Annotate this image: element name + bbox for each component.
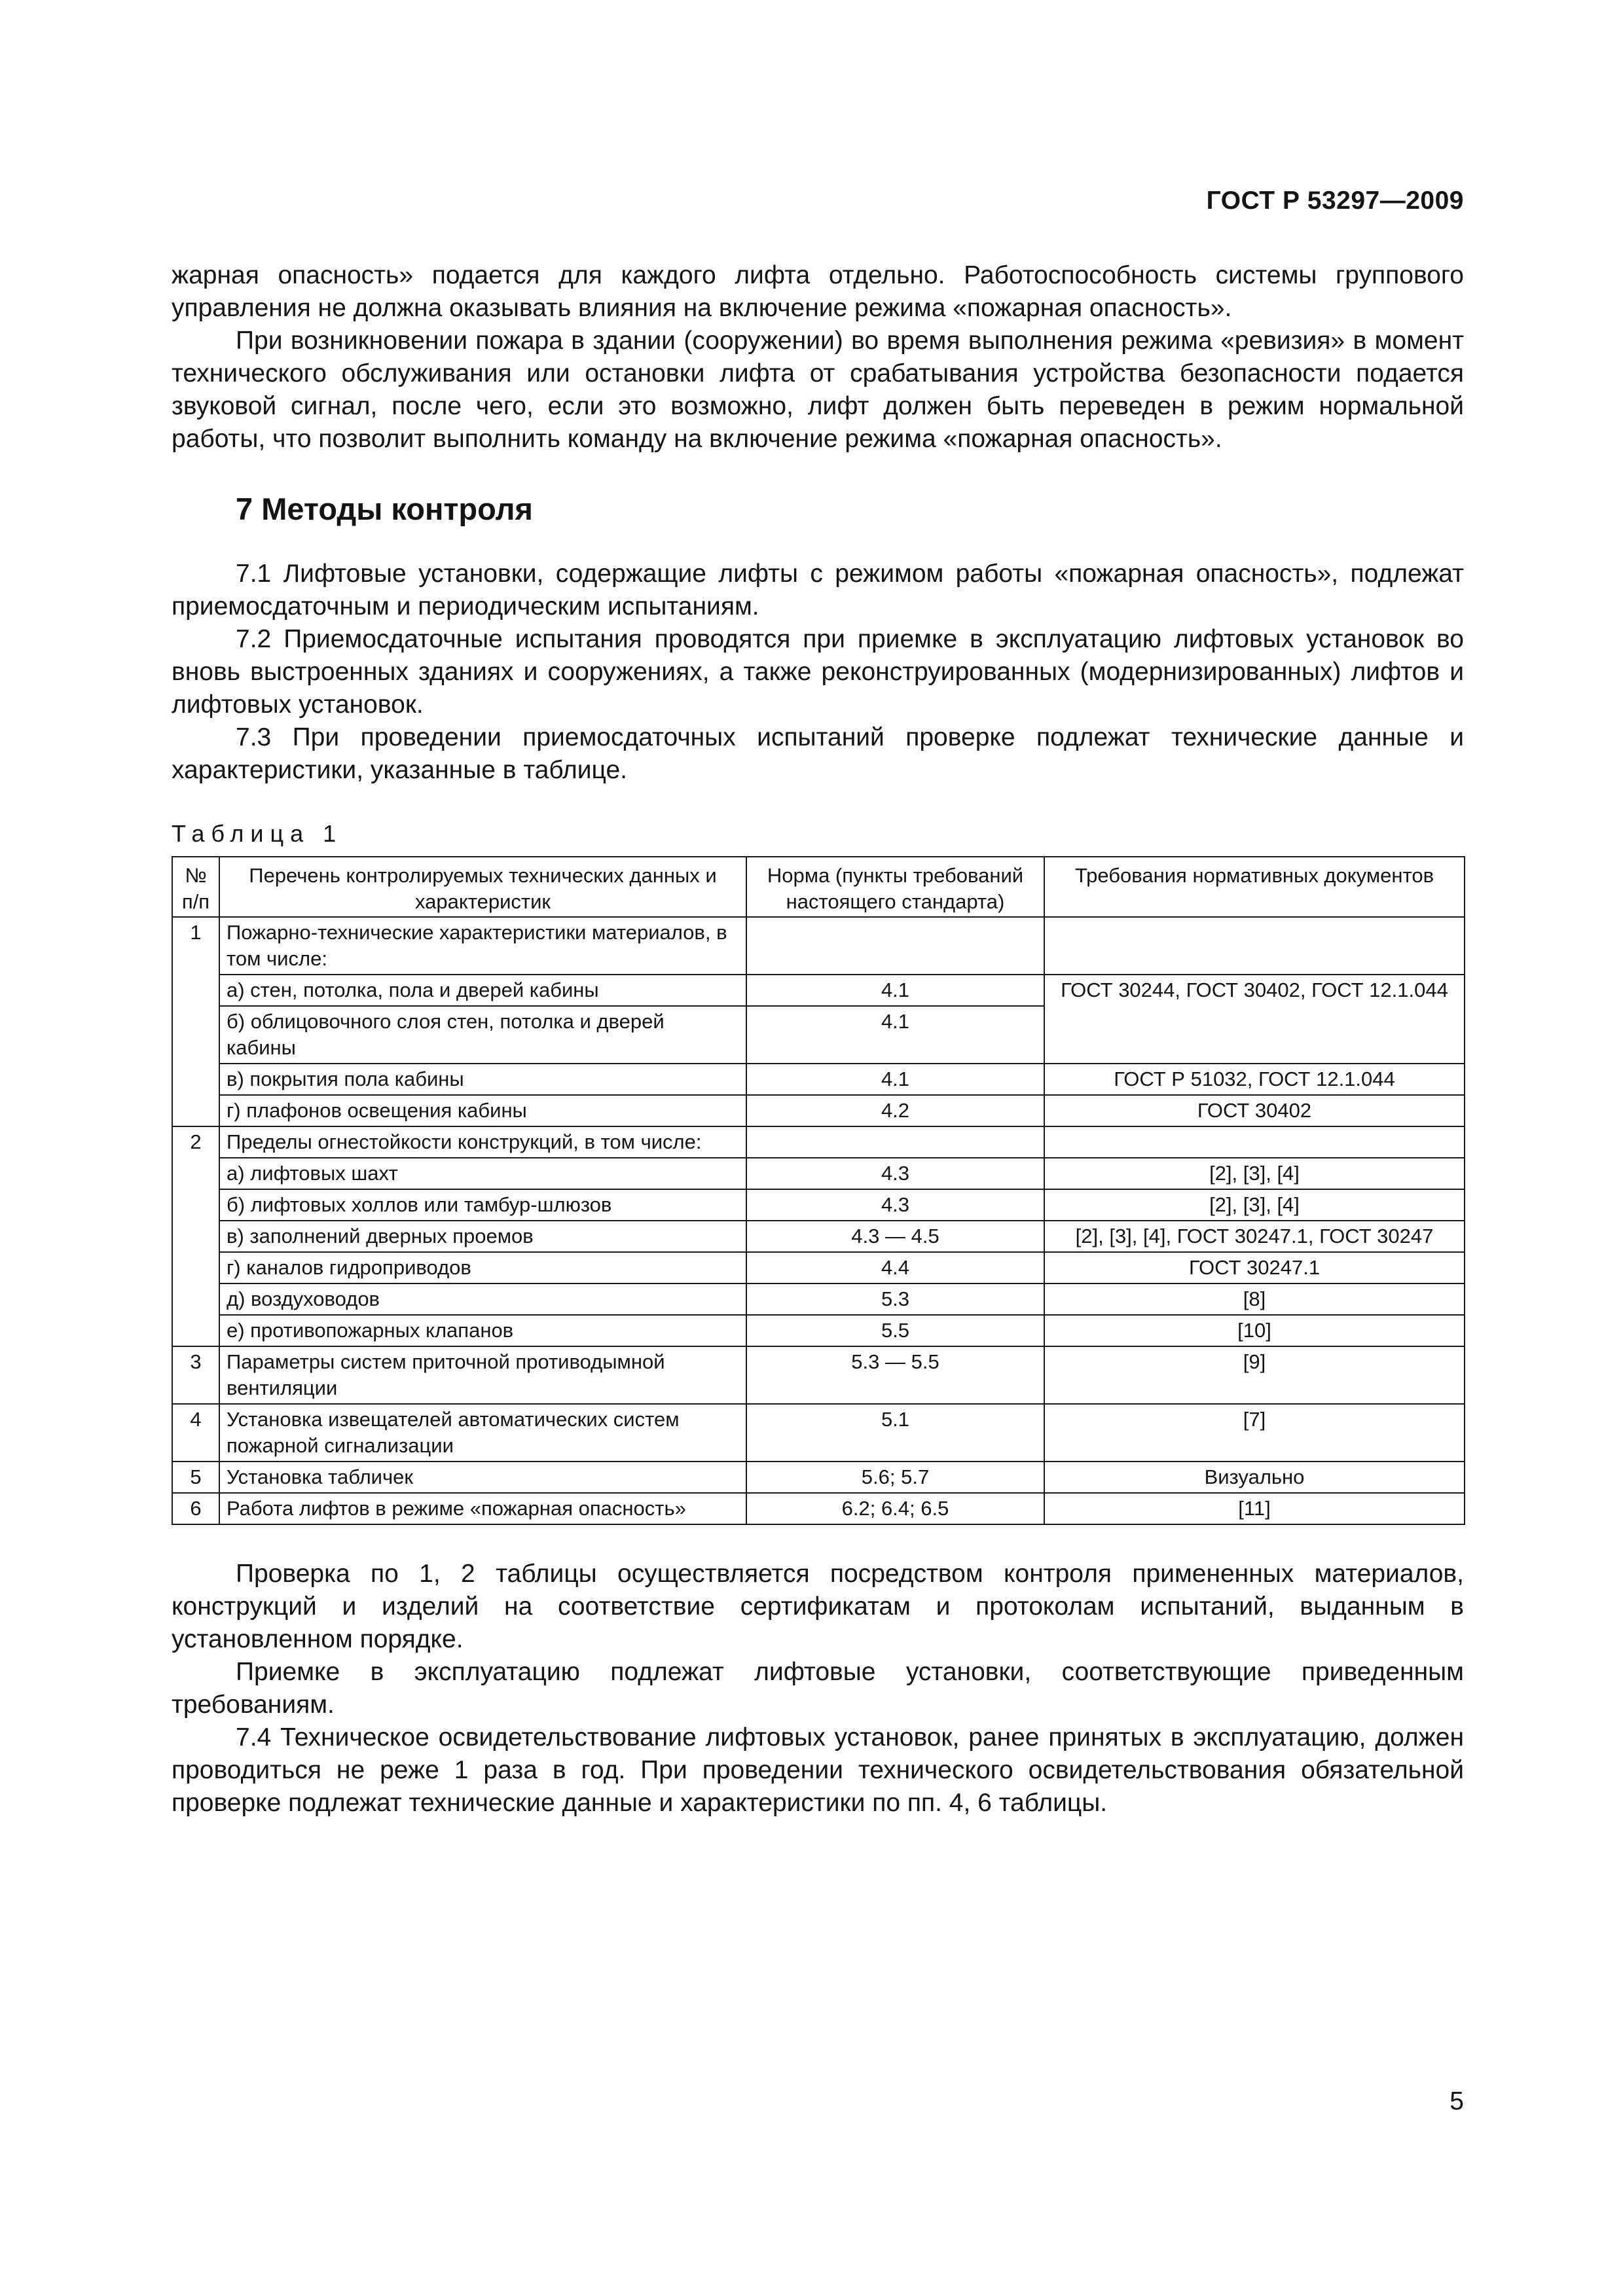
row-item: в) покрытия пола кабины — [219, 1064, 746, 1095]
page-number: 5 — [1450, 2087, 1464, 2115]
header-number: № п/п — [172, 857, 219, 917]
table-row — [172, 1252, 1465, 1283]
table-row — [172, 1189, 1465, 1221]
page-content — [172, 259, 1464, 1820]
table-row — [172, 1064, 1465, 1095]
row-item: а) лифтовых шахт — [219, 1158, 746, 1189]
row-item: Пожарно-технические характеристики материалов, в том числе: — [219, 917, 746, 975]
row-norm: 4.4 — [746, 1252, 1044, 1283]
row-docs: [2], [3], [4] — [1044, 1158, 1465, 1189]
row-number: 4 — [172, 1404, 219, 1462]
row-item: г) плафонов освещения кабины — [219, 1095, 746, 1126]
row-item: д) воздуховодов — [219, 1283, 746, 1315]
row-docs: [2], [3], [4], ГОСТ 30247.1, ГОСТ 30247 — [1044, 1221, 1465, 1252]
row-item: Пределы огнестойкости конструкций, в том числе: — [219, 1126, 746, 1158]
row-docs: ГОСТ Р 51032, ГОСТ 12.1.044 — [1044, 1064, 1465, 1095]
row-item: б) лифтовых холлов или тамбур-шлюзов — [219, 1189, 746, 1221]
table-row — [172, 1283, 1465, 1315]
row-docs — [1044, 917, 1465, 975]
table-row — [172, 917, 1465, 975]
row-norm: 4.2 — [746, 1095, 1044, 1126]
intro-paragraph-2: При возникновении пожара в здании (сооружении) во время выполнения режима «ревизия» в момент технического обслуживания или остановки лифта от срабатывания устройства безопасности подается звуковой сигнал, после чего, если это возможно, лифт должен быть переведен в режим нормальной работы, что позволит выполнить команду на включение режима «пожарная опасность». — [172, 327, 1464, 453]
row-number: 6 — [172, 1493, 219, 1524]
row-item: Установка извещателей автоматических систем пожарной сигнализации — [219, 1404, 746, 1462]
row-item: Установка табличек — [219, 1462, 746, 1493]
after-paragraph-2: Приемке в эксплуатацию подлежат лифтовые установки, соответствующие приведенным требованиям. — [172, 1658, 1464, 1719]
row-norm: 5.3 — [746, 1283, 1044, 1315]
row-norm: 5.6; 5.7 — [746, 1462, 1044, 1493]
paragraph-7-4: 7.4 Техническое освидетельствование лифтовых установок, ранее принятых в эксплуатацию, должен проводиться не реже 1 раза в год. При проведении технического освидетельствования обязательной проверке подлежат технические данные и характеристики по пп. 4, 6 таблицы. — [172, 1723, 1464, 1817]
table-header-row — [172, 857, 1465, 917]
row-item: в) заполнений дверных проемов — [219, 1221, 746, 1252]
row-number: 3 — [172, 1346, 219, 1404]
table-row — [172, 1404, 1465, 1462]
table-row — [172, 1221, 1465, 1252]
table-row — [172, 1315, 1465, 1346]
row-docs: ГОСТ 30244, ГОСТ 30402, ГОСТ 12.1.044 — [1044, 975, 1465, 1064]
row-item: б) облицовочного слоя стен, потолка и дверей кабины — [219, 1006, 746, 1064]
row-item: Параметры систем приточной противодымной вентиляции — [219, 1346, 746, 1404]
row-norm: 5.1 — [746, 1404, 1044, 1462]
table-row — [172, 1346, 1465, 1404]
row-norm — [746, 917, 1044, 975]
row-docs: ГОСТ 30247.1 — [1044, 1252, 1465, 1283]
row-norm: 4.1 — [746, 975, 1044, 1006]
section-paragraph-7-2: 7.2 Приемосдаточные испытания проводятся при приемке в эксплуатацию лифтовых установок во вновь выстроенных зданиях и сооружениях, а также реконструированных (модернизированных) лифтов и лифтовых установок. — [172, 625, 1464, 719]
section-paragraph-7-1: 7.1 Лифтовые установки, содержащие лифты с режимом работы «пожарная опасность», подлежат приемосдаточным и периодическим испытаниям. — [172, 560, 1464, 620]
row-number: 2 — [172, 1126, 219, 1346]
table-row — [172, 1158, 1465, 1189]
header-documents: Требования нормативных документов — [1044, 857, 1465, 917]
table-row — [172, 1493, 1465, 1524]
header-norm: Норма (пункты требований настоящего стандарта) — [746, 857, 1044, 917]
document-code: ГОСТ Р 53297—2009 — [1206, 187, 1464, 215]
row-norm: 5.5 — [746, 1315, 1044, 1346]
row-item: Работа лифтов в режиме «пожарная опасность» — [219, 1493, 746, 1524]
row-number: 5 — [172, 1462, 219, 1493]
row-docs — [1044, 1126, 1465, 1158]
row-docs: ГОСТ 30402 — [1044, 1095, 1465, 1126]
closing-section — [172, 1558, 1464, 1820]
header-parameter: Перечень контролируемых технических данных и характеристик — [219, 857, 746, 917]
section-title: 7 Методы контроля — [236, 492, 533, 526]
row-norm: 5.3 — 5.5 — [746, 1346, 1044, 1404]
row-item: е) противопожарных клапанов — [219, 1315, 746, 1346]
row-norm: 4.3 — [746, 1158, 1044, 1189]
table-caption: Таблица 1 — [172, 820, 343, 847]
row-docs: [8] — [1044, 1283, 1465, 1315]
row-docs: [9] — [1044, 1346, 1465, 1404]
section-paragraph-7-3: 7.3 При проведении приемосдаточных испытаний проверке подлежат технические данные и характеристики, указанные в таблице. — [172, 723, 1464, 784]
table-row — [172, 1095, 1465, 1126]
row-item: г) каналов гидроприводов — [219, 1252, 746, 1283]
table-row — [172, 1126, 1465, 1158]
row-norm: 4.3 — [746, 1189, 1044, 1221]
row-number: 1 — [172, 917, 219, 1126]
requirements-table — [172, 856, 1465, 1525]
table-row — [172, 975, 1465, 1006]
row-norm: 4.3 — 4.5 — [746, 1221, 1044, 1252]
row-docs: [11] — [1044, 1493, 1465, 1524]
after-paragraph-1: Проверка по 1, 2 таблицы осуществляется посредством контроля примененных материалов, конструкций и изделий на соответствие сертификатам и протоколам испытаний, выданным в установленном порядке. — [172, 1560, 1464, 1653]
row-docs: [10] — [1044, 1315, 1465, 1346]
row-docs: Визуально — [1044, 1462, 1465, 1493]
row-norm: 4.1 — [746, 1064, 1044, 1095]
intro-paragraph-1: жарная опасность» подается для каждого лифта отдельно. Работоспособность системы группового управления не должна оказывать влияния на включение режима «пожарная опасность». — [172, 261, 1464, 322]
row-item: а) стен, потолка, пола и дверей кабины — [219, 975, 746, 1006]
row-docs: [2], [3], [4] — [1044, 1189, 1465, 1221]
row-docs: [7] — [1044, 1404, 1465, 1462]
row-norm: 4.1 — [746, 1006, 1044, 1064]
row-norm — [746, 1126, 1044, 1158]
row-norm: 6.2; 6.4; 6.5 — [746, 1493, 1044, 1524]
table-row — [172, 1462, 1465, 1493]
